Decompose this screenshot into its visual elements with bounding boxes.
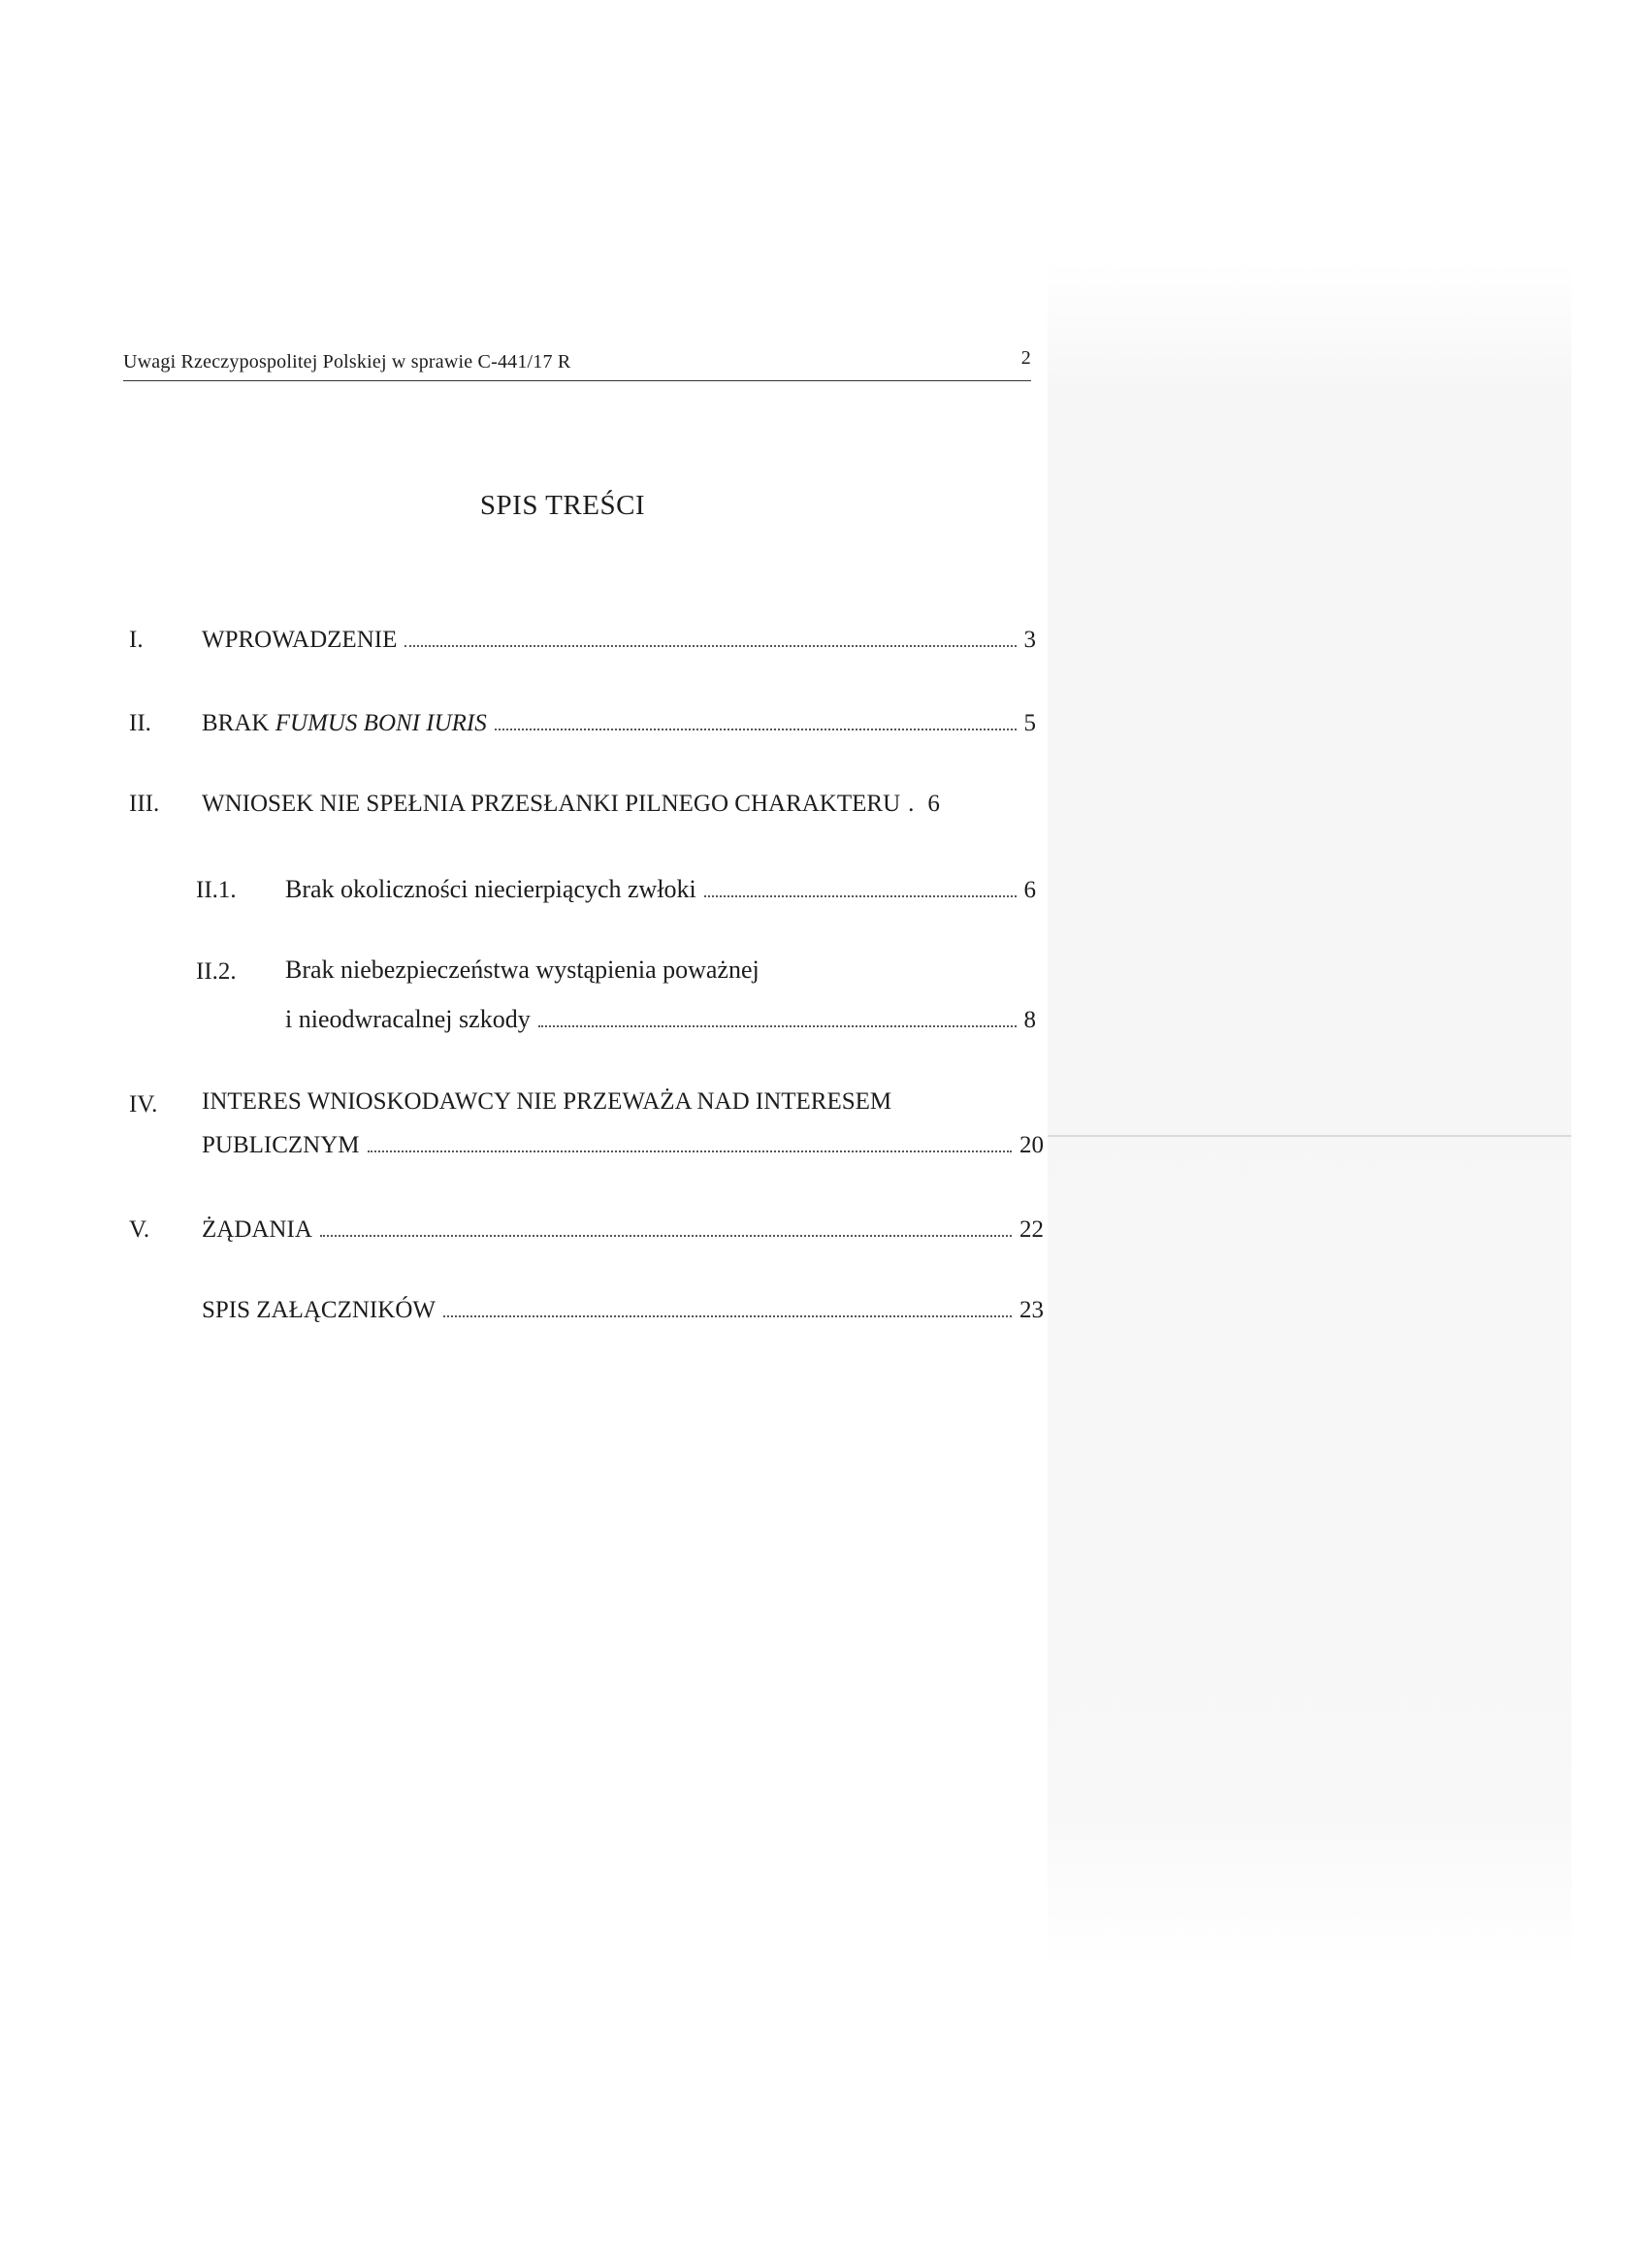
toc-leader-dots	[404, 645, 1016, 647]
toc-leader-dots	[495, 729, 1017, 730]
toc-entry-continuation	[202, 1132, 1044, 1159]
running-header	[123, 347, 1031, 381]
toc-entry-number: II.1.	[196, 877, 237, 903]
toc-entry-text: WNIOSEK NIE SPEŁNIA PRZESŁANKI PILNEGO CHARAKTERU	[202, 791, 901, 817]
toc-entry-page: 3	[1023, 627, 1036, 653]
toc-leader-dot: .	[908, 791, 915, 817]
toc-leader-dots	[368, 1150, 1012, 1152]
toc-entry-text-line2: i nieodwracalnej szkody	[285, 1005, 531, 1033]
toc-entry-2[interactable]	[129, 710, 1036, 737]
header-page-number: 2	[1020, 347, 1031, 369]
toc-entry-page: 6	[927, 791, 940, 817]
toc-leader-dots	[704, 895, 1017, 897]
toc-entry-text-italic: FUMUS BONI IURIS	[275, 710, 487, 736]
toc-entry-page: 8	[1023, 1007, 1036, 1033]
toc-entry-number: IV.	[129, 1091, 158, 1118]
toc-entry-page: 22	[1019, 1216, 1044, 1243]
toc-entry-text-line2: PUBLICZNYM	[202, 1132, 360, 1158]
toc-entry-text: SPIS ZAŁĄCZNIKÓW	[202, 1297, 436, 1323]
toc-entry-number: II.	[129, 710, 151, 736]
toc-entry-page: 23	[1019, 1297, 1044, 1323]
toc-entry-1[interactable]	[129, 627, 1036, 654]
toc-entry-text: ŻĄDANIA	[202, 1216, 312, 1243]
toc-entry-text: Brak okoliczności niecierpiących zwłoki	[285, 875, 696, 903]
toc-entry-number: III.	[129, 791, 160, 817]
toc-leader-dots	[443, 1315, 1012, 1317]
toc-entry-annexes[interactable]	[202, 1297, 1044, 1324]
toc-entry-3-1[interactable]	[196, 875, 1036, 904]
header-title: Uwagi Rzeczypospolitej Polskiej w sprawie C-441/17 R	[123, 351, 571, 373]
toc-entry-3[interactable]	[129, 791, 1039, 818]
toc-leader-dots	[538, 1025, 1017, 1027]
toc-entry-text-plain: BRAK	[202, 710, 275, 736]
scan-fold-line	[1048, 1135, 1571, 1137]
toc-entry-text-line1: INTERES WNIOSKODAWCY NIE PRZEWAŻA NAD INTERESEM	[202, 1088, 892, 1115]
toc-entry-text-line1: Brak niebezpieczeństwa wystąpienia poważnej	[285, 956, 760, 984]
toc-entry-page: 5	[1023, 710, 1036, 736]
toc-entry-text: WPROWADZENIE	[202, 627, 398, 653]
toc-entry-5[interactable]	[129, 1216, 1044, 1244]
toc-entry-text	[202, 710, 487, 737]
toc-entry-number: I.	[129, 627, 144, 653]
toc-entry-page: 20	[1019, 1132, 1044, 1158]
toc-entry-number: II.2.	[196, 958, 237, 985]
toc-entry-number: V.	[129, 1216, 150, 1243]
toc-leader-dots	[320, 1235, 1012, 1237]
toc-title: SPIS TREŚCI	[479, 490, 646, 521]
toc-entry-continuation	[285, 1005, 1036, 1034]
scan-bleed-through	[1048, 262, 1571, 1969]
toc-entry-page: 6	[1023, 877, 1036, 903]
